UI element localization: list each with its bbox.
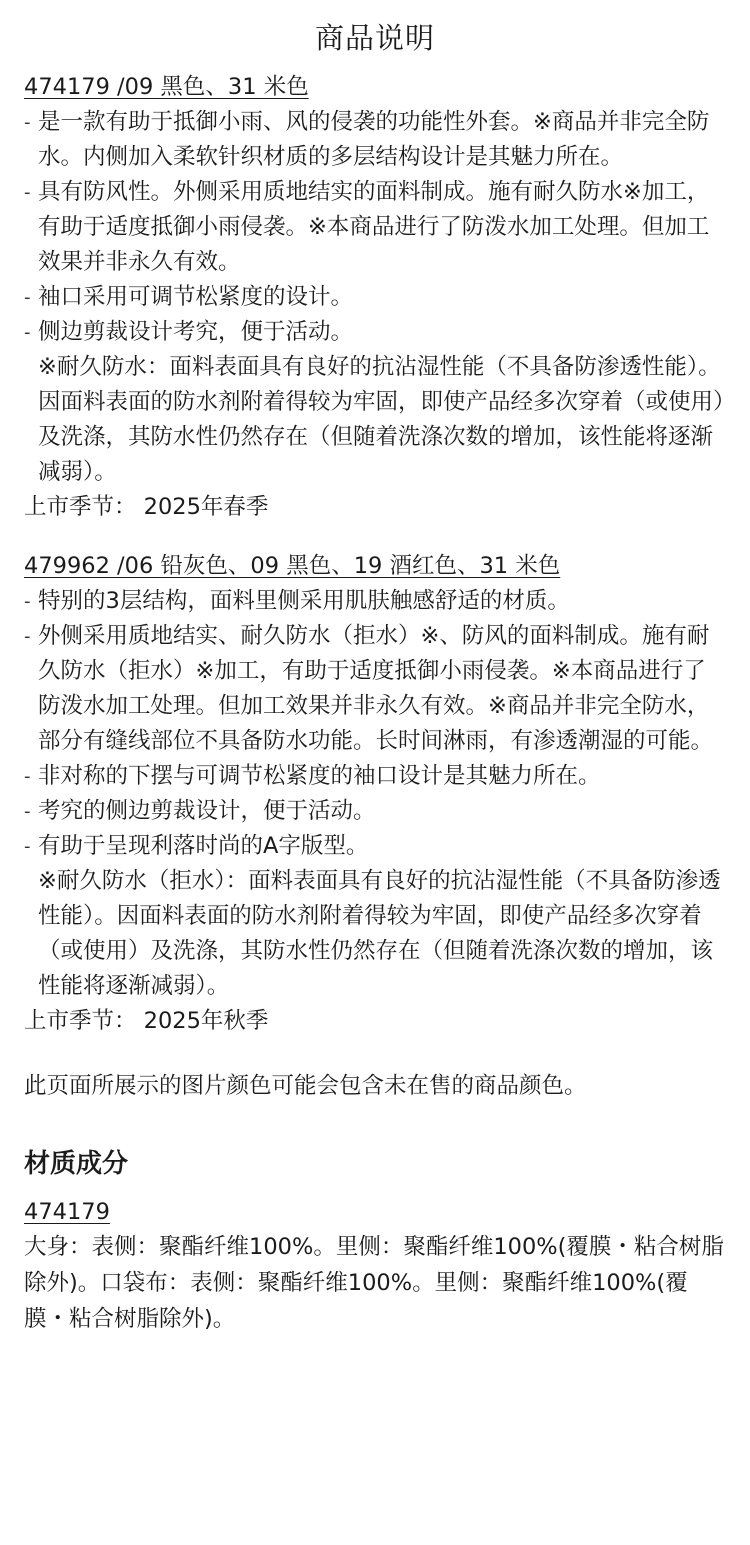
bullet-dash-icon: -: [24, 182, 31, 203]
bullet-dash-icon: -: [24, 322, 31, 343]
product-id-line: 474179 /09 黑色、31 米色: [24, 74, 309, 100]
page-title: 商品说明: [314, 21, 435, 55]
release-season: 上市季节： 2025年春季: [24, 494, 269, 520]
bullet-text: 非对称的下摆与可调节松紧度的袖口设计是其魅力所在。: [38, 763, 601, 789]
list-item: [24, 759, 726, 794]
bullet-text: 有助于呈现利落时尚的A字版型。: [38, 833, 369, 859]
materials-heading: 材质成分: [24, 1149, 129, 1179]
material-product-id: 474179: [24, 1199, 110, 1225]
bullet-dash-icon: -: [24, 287, 31, 308]
product-id-line: 479962 /06 铅灰色、09 黑色、19 酒红色、31 米色: [24, 553, 561, 579]
bullet-dash-icon: -: [24, 591, 31, 612]
product-block: [24, 549, 726, 1039]
bullet-text: 侧边剪裁设计考究，便于活动。: [38, 319, 354, 345]
list-item: [24, 829, 726, 864]
bullet-text: 具有防风性。外侧采用质地结实的面料制成。施有耐久防水※加工，有助于适度抵御小雨侵袭。※本商品进行了防泼水加工处理。但加工效果并非永久有效。: [38, 179, 710, 275]
release-season: 上市季节： 2025年秋季: [24, 1008, 269, 1034]
bullet-dash-icon: -: [24, 112, 31, 133]
waterproof-note: ※耐久防水（拒水）：面料表面具有良好的抗沾湿性能（不具备防渗透性能）。因面料表面的防水剂附着得较为牢固，即使产品经多次穿着（或使用）及洗涤，其防水性仍然存在（但随着洗涤次数的增加，该性能将逐渐减弱）。: [38, 868, 721, 999]
waterproof-note: ※耐久防水：面料表面具有良好的抗沾湿性能（不具备防渗透性能）。因面料表面的防水剂附着得较为牢固，即使产品经多次穿着（或使用）及洗涤，其防水性仍然存在（但随着洗涤次数的增加，该性能将逐渐减弱）。: [38, 354, 725, 485]
bullet-dash-icon: -: [24, 836, 31, 857]
bullet-dash-icon: -: [24, 626, 31, 647]
bullet-dash-icon: -: [24, 801, 31, 822]
bullet-text: 是一款有助于抵御小雨、风的侵袭的功能性外套。※商品并非完全防水。内侧加入柔软针织材质的多层结构设计是其魅力所在。: [38, 109, 710, 170]
bullet-text: 考究的侧边剪裁设计，便于活动。: [38, 798, 376, 824]
list-item: [24, 584, 726, 619]
list-item: [24, 619, 726, 759]
bullet-text: 外侧采用质地结实、耐久防水（拒水）※、防风的面料制成。施有耐久防水（拒水）※加工，有助于适度抵御小雨侵袭。※本商品进行了防泼水加工处理。但加工效果并非永久有效。※商品并非完全防水，部分有缝线部位不具备防水功能。长时间淋雨，有渗透潮湿的可能。: [38, 623, 714, 754]
list-item: [24, 280, 726, 315]
material-composition: 大身：表侧：聚酯纤维100%。里侧：聚酯纤维100%(覆膜・粘合树脂除外)。口袋布：表侧：聚酯纤维100%。里侧：聚酯纤维100%(覆膜・粘合树脂除外)。: [24, 1234, 724, 1332]
product-block: [24, 70, 726, 525]
bullet-text: 袖口采用可调节松紧度的设计。: [38, 284, 354, 310]
bullet-text: 特别的3层结构，面料里侧采用肌肤触感舒适的材质。: [38, 588, 570, 614]
color-disclaimer: 此页面所展示的图片颜色可能会包含未在售的商品颜色。: [24, 1073, 587, 1099]
bullet-dash-icon: -: [24, 766, 31, 787]
material-entry: [24, 1196, 726, 1337]
list-item: [24, 175, 726, 280]
list-item: [24, 794, 726, 829]
list-item: [24, 315, 726, 350]
list-item: [24, 105, 726, 175]
